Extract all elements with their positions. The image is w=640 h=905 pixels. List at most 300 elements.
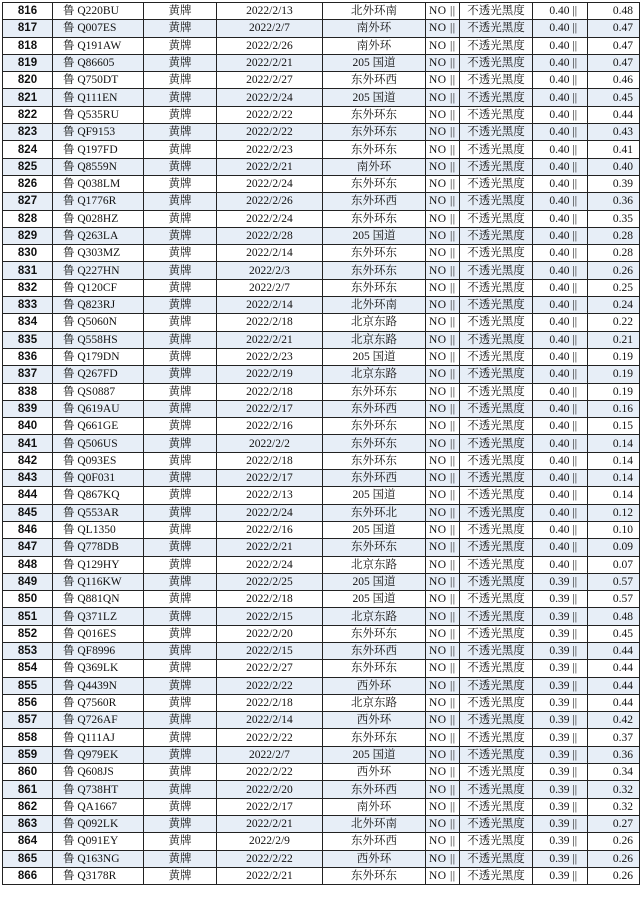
measured-value-cell: 0.19: [588, 348, 640, 365]
plate-number-cell: 鲁 Q1776R: [53, 193, 144, 210]
result-flag-cell: NO ||: [426, 245, 460, 262]
location-cell: 205 国道: [323, 227, 426, 244]
test-item-cell: 不透光黑度: [460, 418, 533, 435]
date-cell: 2022/2/24: [217, 556, 323, 573]
plate-number-cell: 鲁 Q191AW: [53, 37, 144, 54]
plate-number-cell: 鲁 Q867KQ: [53, 487, 144, 504]
limit-value-cell: 0.40 ||: [533, 279, 588, 296]
row-number-cell: 841: [3, 435, 53, 452]
row-number-cell: 856: [3, 694, 53, 711]
result-flag-cell: NO ||: [426, 141, 460, 158]
table-row: [3, 279, 640, 296]
table-row: [3, 608, 640, 625]
location-cell: 南外环: [323, 37, 426, 54]
date-cell: 2022/2/7: [217, 746, 323, 763]
limit-value-cell: 0.40 ||: [533, 504, 588, 521]
location-cell: 东外环西: [323, 642, 426, 659]
plate-number-cell: 鲁 Q091EY: [53, 833, 144, 850]
measured-value-cell: 0.48: [588, 608, 640, 625]
limit-value-cell: 0.39 ||: [533, 712, 588, 729]
test-item-cell: 不透光黑度: [460, 54, 533, 71]
plate-number-cell: 鲁 Q661GE: [53, 418, 144, 435]
location-cell: 北京东路: [323, 556, 426, 573]
date-cell: 2022/2/21: [217, 54, 323, 71]
limit-value-cell: 0.39 ||: [533, 573, 588, 590]
table-row: [3, 539, 640, 556]
date-cell: 2022/2/28: [217, 227, 323, 244]
date-cell: 2022/2/23: [217, 141, 323, 158]
plate-number-cell: 鲁 Q007ES: [53, 20, 144, 37]
date-cell: 2022/2/13: [217, 487, 323, 504]
table-row: [3, 591, 640, 608]
location-cell: 东外环东: [323, 124, 426, 141]
plate-color-cell: 黄牌: [144, 124, 217, 141]
date-cell: 2022/2/17: [217, 798, 323, 815]
result-flag-cell: NO ||: [426, 781, 460, 798]
limit-value-cell: 0.40 ||: [533, 158, 588, 175]
location-cell: 北京东路: [323, 366, 426, 383]
limit-value-cell: 0.39 ||: [533, 660, 588, 677]
plate-number-cell: 鲁 Q371LZ: [53, 608, 144, 625]
date-cell: 2022/2/21: [217, 331, 323, 348]
row-number-cell: 852: [3, 625, 53, 642]
test-item-cell: 不透光黑度: [460, 89, 533, 106]
plate-number-cell: 鲁 Q726AF: [53, 712, 144, 729]
measured-value-cell: 0.36: [588, 193, 640, 210]
measured-value-cell: 0.44: [588, 642, 640, 659]
result-flag-cell: NO ||: [426, 314, 460, 331]
measured-value-cell: 0.44: [588, 106, 640, 123]
plate-color-cell: 黄牌: [144, 54, 217, 71]
row-number-cell: 849: [3, 573, 53, 590]
limit-value-cell: 0.40 ||: [533, 331, 588, 348]
location-cell: 205 国道: [323, 89, 426, 106]
limit-value-cell: 0.40 ||: [533, 487, 588, 504]
location-cell: 北外环南: [323, 3, 426, 20]
location-cell: 东外环东: [323, 175, 426, 192]
result-flag-cell: NO ||: [426, 418, 460, 435]
date-cell: 2022/2/21: [217, 539, 323, 556]
location-cell: 南外环: [323, 798, 426, 815]
plate-color-cell: 黄牌: [144, 591, 217, 608]
plate-number-cell: 鲁 Q535RU: [53, 106, 144, 123]
row-number-cell: 831: [3, 262, 53, 279]
plate-number-cell: 鲁 Q7560R: [53, 694, 144, 711]
row-number-cell: 822: [3, 106, 53, 123]
test-item-cell: 不透光黑度: [460, 660, 533, 677]
plate-color-cell: 黄牌: [144, 72, 217, 89]
location-cell: 205 国道: [323, 746, 426, 763]
location-cell: 北京东路: [323, 314, 426, 331]
measured-value-cell: 0.14: [588, 470, 640, 487]
result-flag-cell: NO ||: [426, 798, 460, 815]
plate-color-cell: 黄牌: [144, 366, 217, 383]
row-number-cell: 842: [3, 452, 53, 469]
date-cell: 2022/2/25: [217, 573, 323, 590]
location-cell: 北外环南: [323, 815, 426, 832]
test-item-cell: 不透光黑度: [460, 539, 533, 556]
test-item-cell: 不透光黑度: [460, 37, 533, 54]
test-item-cell: 不透光黑度: [460, 850, 533, 867]
measured-value-cell: 0.44: [588, 660, 640, 677]
result-flag-cell: NO ||: [426, 470, 460, 487]
measured-value-cell: 0.07: [588, 556, 640, 573]
measured-value-cell: 0.28: [588, 245, 640, 262]
limit-value-cell: 0.40 ||: [533, 400, 588, 417]
test-item-cell: 不透光黑度: [460, 487, 533, 504]
plate-number-cell: 鲁 Q506US: [53, 435, 144, 452]
location-cell: 东外环东: [323, 660, 426, 677]
date-cell: 2022/2/23: [217, 348, 323, 365]
measured-value-cell: 0.57: [588, 591, 640, 608]
date-cell: 2022/2/19: [217, 366, 323, 383]
date-cell: 2022/2/20: [217, 625, 323, 642]
table-row: [3, 193, 640, 210]
limit-value-cell: 0.40 ||: [533, 227, 588, 244]
limit-value-cell: 0.40 ||: [533, 556, 588, 573]
location-cell: 东外环东: [323, 262, 426, 279]
test-item-cell: 不透光黑度: [460, 124, 533, 141]
result-flag-cell: NO ||: [426, 3, 460, 20]
plate-color-cell: 黄牌: [144, 694, 217, 711]
row-number-cell: 845: [3, 504, 53, 521]
test-item-cell: 不透光黑度: [460, 3, 533, 20]
row-number-cell: 821: [3, 89, 53, 106]
plate-number-cell: 鲁 Q129HY: [53, 556, 144, 573]
result-flag-cell: NO ||: [426, 815, 460, 832]
date-cell: 2022/2/14: [217, 297, 323, 314]
date-cell: 2022/2/13: [217, 3, 323, 20]
measured-value-cell: 0.40: [588, 158, 640, 175]
limit-value-cell: 0.39 ||: [533, 642, 588, 659]
test-item-cell: 不透光黑度: [460, 193, 533, 210]
result-flag-cell: NO ||: [426, 124, 460, 141]
table-row: [3, 521, 640, 538]
row-number-cell: 816: [3, 3, 53, 20]
measured-value-cell: 0.37: [588, 729, 640, 746]
result-flag-cell: NO ||: [426, 712, 460, 729]
measured-value-cell: 0.36: [588, 746, 640, 763]
row-number-cell: 848: [3, 556, 53, 573]
result-flag-cell: NO ||: [426, 158, 460, 175]
measured-value-cell: 0.15: [588, 418, 640, 435]
measured-value-cell: 0.19: [588, 383, 640, 400]
row-number-cell: 837: [3, 366, 53, 383]
test-item-cell: 不透光黑度: [460, 521, 533, 538]
limit-value-cell: 0.40 ||: [533, 3, 588, 20]
plate-color-cell: 黄牌: [144, 781, 217, 798]
row-number-cell: 827: [3, 193, 53, 210]
limit-value-cell: 0.40 ||: [533, 210, 588, 227]
date-cell: 2022/2/15: [217, 642, 323, 659]
table-row: [3, 348, 640, 365]
plate-color-cell: 黄牌: [144, 660, 217, 677]
table-row: [3, 297, 640, 314]
plate-number-cell: 鲁 Q092LK: [53, 815, 144, 832]
result-flag-cell: NO ||: [426, 435, 460, 452]
date-cell: 2022/2/3: [217, 262, 323, 279]
location-cell: 西外环: [323, 712, 426, 729]
location-cell: 205 国道: [323, 521, 426, 538]
plate-color-cell: 黄牌: [144, 297, 217, 314]
limit-value-cell: 0.39 ||: [533, 625, 588, 642]
table-row: [3, 677, 640, 694]
table-row: [3, 20, 640, 37]
plate-color-cell: 黄牌: [144, 20, 217, 37]
date-cell: 2022/2/18: [217, 694, 323, 711]
plate-color-cell: 黄牌: [144, 608, 217, 625]
plate-number-cell: 鲁 Q823RJ: [53, 297, 144, 314]
location-cell: 东外环东: [323, 245, 426, 262]
location-cell: 北京东路: [323, 608, 426, 625]
location-cell: 205 国道: [323, 573, 426, 590]
limit-value-cell: 0.39 ||: [533, 591, 588, 608]
measured-value-cell: 0.35: [588, 210, 640, 227]
measured-value-cell: 0.57: [588, 573, 640, 590]
table-row: [3, 573, 640, 590]
plate-color-cell: 黄牌: [144, 314, 217, 331]
result-flag-cell: NO ||: [426, 573, 460, 590]
result-flag-cell: NO ||: [426, 400, 460, 417]
row-number-cell: 833: [3, 297, 53, 314]
plate-number-cell: 鲁 Q4439N: [53, 677, 144, 694]
plate-color-cell: 黄牌: [144, 470, 217, 487]
date-cell: 2022/2/21: [217, 815, 323, 832]
result-flag-cell: NO ||: [426, 37, 460, 54]
plate-number-cell: 鲁 Q093ES: [53, 452, 144, 469]
row-number-cell: 864: [3, 833, 53, 850]
test-item-cell: 不透光黑度: [460, 366, 533, 383]
row-number-cell: 838: [3, 383, 53, 400]
test-item-cell: 不透光黑度: [460, 20, 533, 37]
table-row: [3, 106, 640, 123]
location-cell: 东外环东: [323, 418, 426, 435]
plate-color-cell: 黄牌: [144, 435, 217, 452]
plate-number-cell: 鲁 Q738HT: [53, 781, 144, 798]
plate-color-cell: 黄牌: [144, 573, 217, 590]
limit-value-cell: 0.39 ||: [533, 867, 588, 884]
table-row: [3, 781, 640, 798]
test-item-cell: 不透光黑度: [460, 798, 533, 815]
plate-number-cell: 鲁 Q881QN: [53, 591, 144, 608]
table-row: [3, 37, 640, 54]
plate-color-cell: 黄牌: [144, 556, 217, 573]
table-row: [3, 712, 640, 729]
measured-value-cell: 0.26: [588, 850, 640, 867]
limit-value-cell: 0.40 ||: [533, 20, 588, 37]
table-row: [3, 452, 640, 469]
row-number-cell: 850: [3, 591, 53, 608]
row-number-cell: 823: [3, 124, 53, 141]
location-cell: 东外环东: [323, 435, 426, 452]
measured-value-cell: 0.26: [588, 833, 640, 850]
location-cell: 东外环西: [323, 470, 426, 487]
limit-value-cell: 0.40 ||: [533, 297, 588, 314]
table-row: [3, 694, 640, 711]
measured-value-cell: 0.16: [588, 400, 640, 417]
result-flag-cell: NO ||: [426, 487, 460, 504]
test-item-cell: 不透光黑度: [460, 262, 533, 279]
date-cell: 2022/2/18: [217, 591, 323, 608]
row-number-cell: 835: [3, 331, 53, 348]
measured-value-cell: 0.32: [588, 798, 640, 815]
plate-number-cell: 鲁 QF9153: [53, 124, 144, 141]
measured-value-cell: 0.48: [588, 3, 640, 20]
location-cell: 205 国道: [323, 348, 426, 365]
test-item-cell: 不透光黑度: [460, 158, 533, 175]
date-cell: 2022/2/27: [217, 660, 323, 677]
plate-number-cell: 鲁 Q979EK: [53, 746, 144, 763]
date-cell: 2022/2/22: [217, 850, 323, 867]
row-number-cell: 853: [3, 642, 53, 659]
limit-value-cell: 0.39 ||: [533, 694, 588, 711]
plate-color-cell: 黄牌: [144, 539, 217, 556]
location-cell: 东外环东: [323, 279, 426, 296]
test-item-cell: 不透光黑度: [460, 435, 533, 452]
test-item-cell: 不透光黑度: [460, 642, 533, 659]
vehicle-emission-table: [2, 2, 640, 885]
row-number-cell: 847: [3, 539, 53, 556]
limit-value-cell: 0.40 ||: [533, 54, 588, 71]
result-flag-cell: NO ||: [426, 331, 460, 348]
measured-value-cell: 0.34: [588, 764, 640, 781]
test-item-cell: 不透光黑度: [460, 867, 533, 884]
table-row: [3, 124, 640, 141]
measured-value-cell: 0.42: [588, 712, 640, 729]
row-number-cell: 840: [3, 418, 53, 435]
test-item-cell: 不透光黑度: [460, 210, 533, 227]
limit-value-cell: 0.40 ||: [533, 418, 588, 435]
plate-color-cell: 黄牌: [144, 331, 217, 348]
date-cell: 2022/2/22: [217, 677, 323, 694]
limit-value-cell: 0.40 ||: [533, 383, 588, 400]
test-item-cell: 不透光黑度: [460, 591, 533, 608]
row-number-cell: 832: [3, 279, 53, 296]
plate-color-cell: 黄牌: [144, 262, 217, 279]
measured-value-cell: 0.39: [588, 175, 640, 192]
table-row: [3, 642, 640, 659]
plate-color-cell: 黄牌: [144, 798, 217, 815]
table-row: [3, 210, 640, 227]
location-cell: 东外环西: [323, 400, 426, 417]
result-flag-cell: NO ||: [426, 694, 460, 711]
plate-color-cell: 黄牌: [144, 677, 217, 694]
row-number-cell: 860: [3, 764, 53, 781]
row-number-cell: 824: [3, 141, 53, 158]
limit-value-cell: 0.40 ||: [533, 262, 588, 279]
table-row: [3, 504, 640, 521]
measured-value-cell: 0.14: [588, 435, 640, 452]
plate-number-cell: 鲁 Q267FD: [53, 366, 144, 383]
plate-number-cell: 鲁 Q179DN: [53, 348, 144, 365]
test-item-cell: 不透光黑度: [460, 470, 533, 487]
measured-value-cell: 0.14: [588, 487, 640, 504]
table-row: [3, 175, 640, 192]
limit-value-cell: 0.40 ||: [533, 348, 588, 365]
plate-number-cell: 鲁 Q608JS: [53, 764, 144, 781]
limit-value-cell: 0.39 ||: [533, 729, 588, 746]
location-cell: 东外环东: [323, 452, 426, 469]
location-cell: 205 国道: [323, 487, 426, 504]
test-item-cell: 不透光黑度: [460, 227, 533, 244]
result-flag-cell: NO ||: [426, 452, 460, 469]
plate-number-cell: 鲁 Q111EN: [53, 89, 144, 106]
result-flag-cell: NO ||: [426, 227, 460, 244]
plate-color-cell: 黄牌: [144, 141, 217, 158]
table-row: [3, 729, 640, 746]
plate-number-cell: 鲁 Q220BU: [53, 3, 144, 20]
row-number-cell: 846: [3, 521, 53, 538]
plate-number-cell: 鲁 Q016ES: [53, 625, 144, 642]
limit-value-cell: 0.40 ||: [533, 141, 588, 158]
result-flag-cell: NO ||: [426, 625, 460, 642]
location-cell: 东外环东: [323, 625, 426, 642]
plate-color-cell: 黄牌: [144, 158, 217, 175]
test-item-cell: 不透光黑度: [460, 175, 533, 192]
result-flag-cell: NO ||: [426, 279, 460, 296]
plate-number-cell: 鲁 Q038LM: [53, 175, 144, 192]
row-number-cell: 818: [3, 37, 53, 54]
row-number-cell: 817: [3, 20, 53, 37]
limit-value-cell: 0.39 ||: [533, 781, 588, 798]
result-flag-cell: NO ||: [426, 539, 460, 556]
table-row: [3, 815, 640, 832]
row-number-cell: 820: [3, 72, 53, 89]
table-row: [3, 54, 640, 71]
measured-value-cell: 0.28: [588, 227, 640, 244]
row-number-cell: 865: [3, 850, 53, 867]
result-flag-cell: NO ||: [426, 348, 460, 365]
plate-color-cell: 黄牌: [144, 815, 217, 832]
plate-number-cell: 鲁 Q263LA: [53, 227, 144, 244]
limit-value-cell: 0.40 ||: [533, 470, 588, 487]
table-row: [3, 435, 640, 452]
test-item-cell: 不透光黑度: [460, 625, 533, 642]
date-cell: 2022/2/20: [217, 781, 323, 798]
result-flag-cell: NO ||: [426, 677, 460, 694]
measured-value-cell: 0.45: [588, 625, 640, 642]
plate-number-cell: 鲁 Q750DT: [53, 72, 144, 89]
table-row: [3, 746, 640, 763]
table-row: [3, 487, 640, 504]
location-cell: 东外环西: [323, 781, 426, 798]
plate-number-cell: 鲁 QS0887: [53, 383, 144, 400]
result-flag-cell: NO ||: [426, 106, 460, 123]
result-flag-cell: NO ||: [426, 89, 460, 106]
row-number-cell: 834: [3, 314, 53, 331]
test-item-cell: 不透光黑度: [460, 694, 533, 711]
plate-number-cell: 鲁 Q553AR: [53, 504, 144, 521]
limit-value-cell: 0.39 ||: [533, 764, 588, 781]
date-cell: 2022/2/22: [217, 729, 323, 746]
plate-number-cell: 鲁 Q197FD: [53, 141, 144, 158]
result-flag-cell: NO ||: [426, 521, 460, 538]
table-row: [3, 867, 640, 884]
plate-color-cell: 黄牌: [144, 642, 217, 659]
plate-number-cell: 鲁 Q116KW: [53, 573, 144, 590]
date-cell: 2022/2/14: [217, 712, 323, 729]
location-cell: 东外环东: [323, 867, 426, 884]
table-row: [3, 89, 640, 106]
row-number-cell: 830: [3, 245, 53, 262]
measured-value-cell: 0.25: [588, 279, 640, 296]
limit-value-cell: 0.39 ||: [533, 833, 588, 850]
measured-value-cell: 0.26: [588, 262, 640, 279]
date-cell: 2022/2/26: [217, 37, 323, 54]
measured-value-cell: 0.12: [588, 504, 640, 521]
row-number-cell: 819: [3, 54, 53, 71]
plate-color-cell: 黄牌: [144, 625, 217, 642]
